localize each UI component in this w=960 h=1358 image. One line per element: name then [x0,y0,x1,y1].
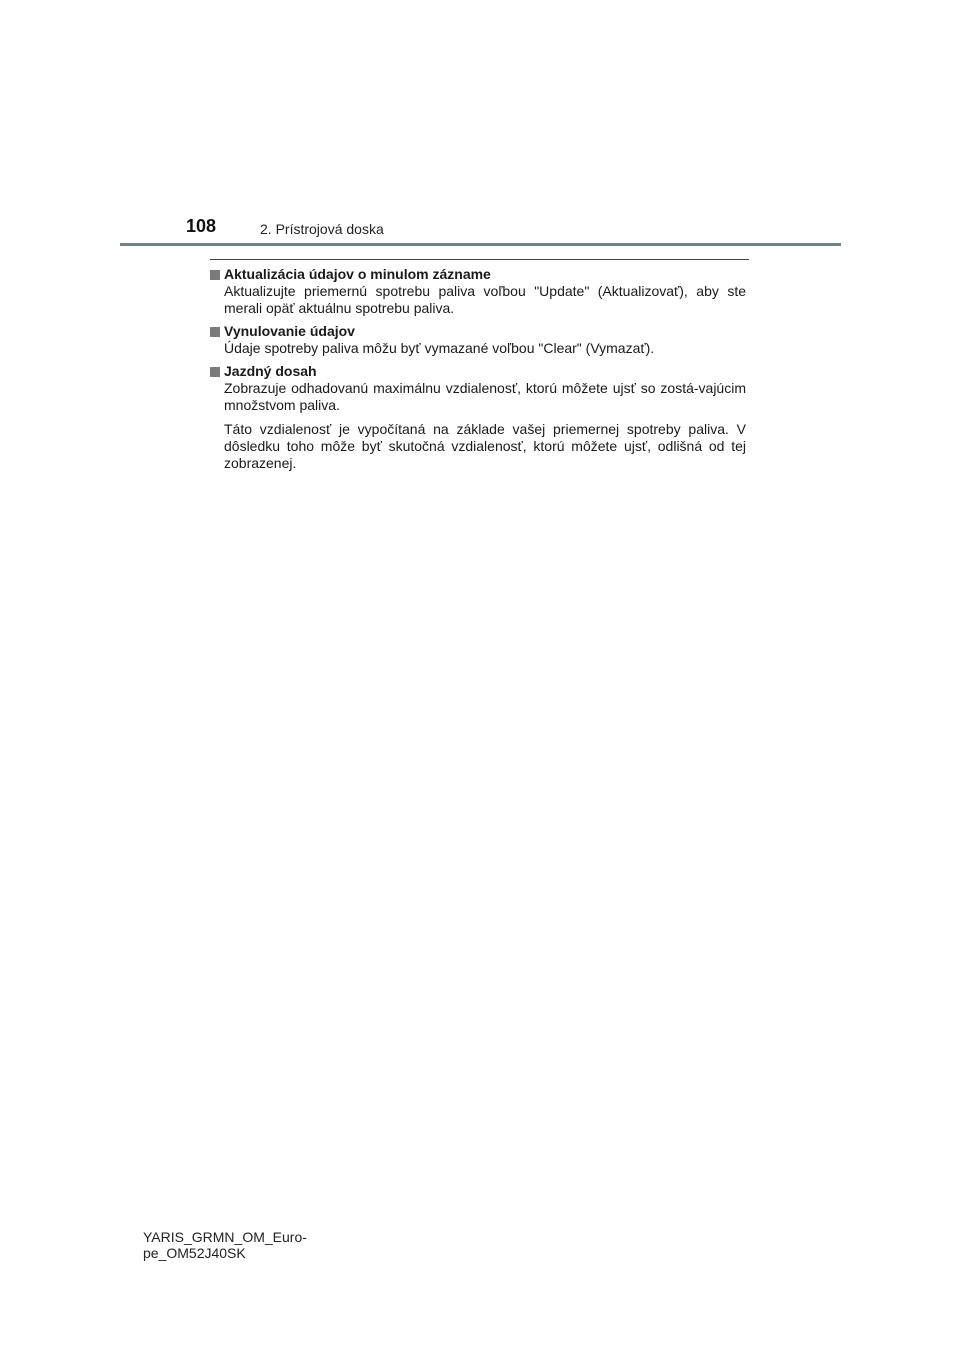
section-title: 2. Prístrojová doska [260,221,384,237]
section-paragraph: Táto vzdialenosť je vypočítaná na základe vašej priemernej spotreby paliva. V dôsledku toho môže byť skutočná vzdialenosť, ktorú môžete ujsť, odlišná od tej zobrazenej. [224,421,746,471]
content [210,266,746,478]
section-heading [210,323,746,340]
section-heading-text: Jazdný dosah [224,363,317,379]
section-heading [210,266,746,283]
section-item [210,266,746,317]
footer-line: pe_OM52J40SK [143,1245,246,1261]
square-bullet-icon [210,367,220,377]
section-paragraph: Aktualizujte priemernú spotrebu paliva voľbou "Update" (Aktualizovať), aby ste merali opäť aktuálnu spotrebu paliva. [224,283,746,316]
header-rule [120,243,841,246]
section-paragraph: Údaje spotreby paliva môžu byť vymazané voľbou "Clear" (Vymazať). [224,340,655,356]
section-paragraph: Zobrazuje odhadovanú maximálnu vzdialenosť, ktorú môžete ujsť so zostá-vajúcim množstvom paliva. [224,380,746,413]
square-bullet-icon [210,270,220,280]
page-number: 108 [186,216,217,236]
footer-doc-id [143,1229,307,1261]
section-item [210,323,746,357]
section-heading-text: Vynulovanie údajov [224,323,355,339]
section-item [210,363,746,472]
square-bullet-icon [210,327,220,337]
section-heading [210,363,746,380]
content-top-rule [210,259,749,260]
footer-line: YARIS_GRMN_OM_Euro- [143,1229,307,1245]
section-heading-text: Aktualizácia údajov o minulom zázname [224,266,491,282]
